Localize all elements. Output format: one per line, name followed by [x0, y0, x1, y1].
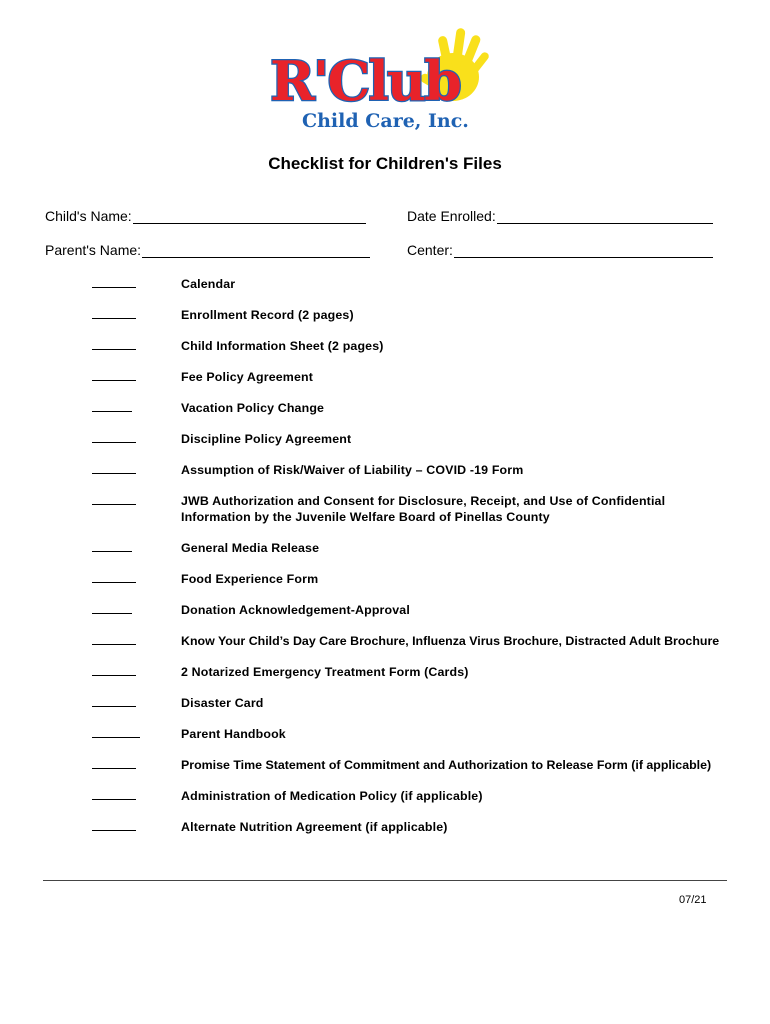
- checkoff-blank[interactable]: [92, 349, 136, 350]
- checkoff-blank[interactable]: [92, 551, 132, 552]
- checkoff-blank[interactable]: [92, 442, 136, 443]
- page-title: Checklist for Children's Files: [268, 154, 502, 173]
- checklist-item-label: Enrollment Record (2 pages): [181, 308, 354, 322]
- checkoff-blank[interactable]: [92, 504, 136, 505]
- checkoff-blank[interactable]: [92, 411, 132, 412]
- checklist-item-label: Fee Policy Agreement: [181, 370, 314, 384]
- checklist-item-label: Food Experience Form: [181, 572, 319, 586]
- checkoff-blank[interactable]: [92, 380, 136, 381]
- checklist-item-label: Assumption of Risk/Waiver of Liability – COVID -19 Form: [181, 463, 524, 477]
- revision-date: 07/21: [679, 894, 707, 906]
- checklist-item-label: JWB Authorization and Consent for Disclosure, Receipt, and Use of Confidential Information by the Juvenile Welfare Board of Pinellas County: [181, 494, 666, 524]
- date-enrolled-blank[interactable]: [497, 208, 713, 224]
- checkoff-blank[interactable]: [92, 675, 136, 676]
- checkoff-blank[interactable]: [92, 768, 136, 769]
- checkoff-blank[interactable]: [92, 799, 136, 800]
- checklist-item-label: Calendar: [181, 277, 236, 291]
- rclub-logo: [268, 22, 508, 134]
- checkoff-blank[interactable]: [92, 582, 136, 583]
- checklist-item-label: Alternate Nutrition Agreement (if applicable): [181, 820, 448, 834]
- checklist-item-label: 2 Notarized Emergency Treatment Form (Cards): [181, 665, 469, 679]
- checklist-item-label: Discipline Policy Agreement: [181, 432, 352, 446]
- center-field: [407, 242, 713, 258]
- footer-divider: [43, 880, 727, 881]
- date-enrolled-label: Date Enrolled:: [407, 208, 496, 224]
- checklist-item-label: General Media Release: [181, 541, 320, 555]
- center-blank[interactable]: [454, 242, 713, 258]
- checkoff-blank[interactable]: [92, 706, 136, 707]
- logo-graphic: [268, 22, 508, 134]
- checkoff-blank[interactable]: [92, 613, 132, 614]
- parent-name-field: [45, 242, 370, 258]
- checklist-item-label: Administration of Medication Policy (if applicable): [181, 789, 483, 803]
- checklist-item-label: Child Information Sheet (2 pages): [181, 339, 384, 353]
- center-label: Center:: [407, 242, 453, 258]
- parent-name-blank[interactable]: [142, 242, 370, 258]
- logo-subtitle: Child Care, Inc.: [302, 110, 469, 132]
- checklist-item-label: Donation Acknowledgement-Approval: [181, 603, 410, 617]
- child-name-blank[interactable]: [133, 208, 366, 224]
- checklist-item-label: Promise Time Statement of Commitment and Authorization to Release Form (if applicable): [181, 758, 712, 772]
- checkoff-blank[interactable]: [92, 287, 136, 288]
- logo-text: R'Club: [270, 49, 460, 113]
- checkoff-blank[interactable]: [92, 318, 136, 319]
- checkoff-blank[interactable]: [92, 473, 136, 474]
- child-name-field: [45, 208, 366, 224]
- parent-name-label: Parent's Name:: [45, 242, 142, 258]
- checklist-item-label: Parent Handbook: [181, 727, 286, 741]
- checkoff-blank[interactable]: [92, 644, 136, 645]
- checkoff-blank[interactable]: [92, 737, 140, 738]
- checklist-item-label: Disaster Card: [181, 696, 264, 710]
- checklist-item-label: Know Your Child’s Day Care Brochure, Influenza Virus Brochure, Distracted Adult Brochure: [181, 634, 720, 648]
- child-name-label: Child's Name:: [45, 208, 132, 224]
- checkoff-blank[interactable]: [92, 830, 136, 831]
- checklist-item-label: Vacation Policy Change: [181, 401, 325, 415]
- date-enrolled-field: [407, 208, 713, 224]
